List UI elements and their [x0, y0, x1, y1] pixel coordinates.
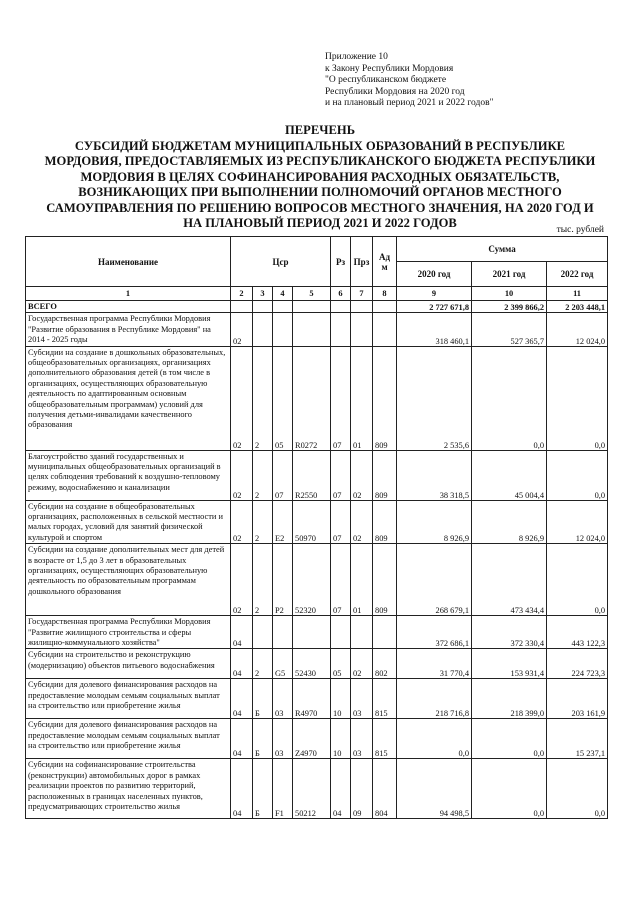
row-value-2021: 527 365,7 — [472, 313, 547, 346]
row-rz — [331, 313, 351, 346]
appendix-line: и на плановый период 2021 и 2022 годов" — [325, 98, 494, 108]
column-number: 11 — [547, 287, 608, 301]
row-adm: 809 — [373, 500, 397, 544]
column-number: 3 — [253, 287, 273, 301]
row-value-2021: 372 330,4 — [472, 616, 547, 649]
row-csr-subprogram: 2 — [253, 500, 273, 544]
row-rz: 07 — [331, 346, 351, 450]
row-adm: 804 — [373, 759, 397, 819]
row-rz: 10 — [331, 719, 351, 759]
column-number: 10 — [472, 287, 547, 301]
row-name: Субсидии на создание в общеобразовательных организациях, расположенных в сельской местности и малых городах, условий для занятий физической культурой и спортом — [26, 500, 231, 544]
row-value-2020: 38 318,5 — [397, 450, 472, 500]
table-row — [26, 759, 608, 819]
table-row — [26, 544, 608, 616]
total-2022: 2 203 448,1 — [547, 301, 608, 313]
column-number: 5 — [293, 287, 331, 301]
row-csr-subprogram: 2 — [253, 544, 273, 616]
row-value-2020: 372 686,1 — [397, 616, 472, 649]
header-rz: Рз — [331, 237, 351, 287]
header-prz: Прз — [351, 237, 373, 287]
row-csr-program: 02 — [231, 313, 253, 346]
total-2021: 2 399 866,2 — [472, 301, 547, 313]
units-label: тыс. рублей — [556, 225, 604, 235]
row-name: Субсидии для долевого финансирования расходов на предоставление молодым семьям социальных выплат на строительство или приобретение жилья — [26, 719, 231, 759]
row-name: Государственная программа Республики Мордовия "Развитие жилищного строительства и сферы жилищно-коммунального хозяйства" — [26, 616, 231, 649]
title-line: СУБСИДИЙ БЮДЖЕТАМ МУНИЦИПАЛЬНЫХ ОБРАЗОВАНИЙ В РЕСПУБЛИКЕ — [74, 138, 566, 153]
row-csr-program: 02 — [231, 346, 253, 450]
column-number: 6 — [331, 287, 351, 301]
row-csr-program: 04 — [231, 719, 253, 759]
row-prz: 09 — [351, 759, 373, 819]
row-csr-item: 05 — [273, 346, 293, 450]
subsidies-table — [25, 236, 608, 819]
row-value-2022: 203 161,9 — [547, 679, 608, 719]
row-rz: 07 — [331, 450, 351, 500]
table-row — [26, 346, 608, 450]
row-csr-code: R4970 — [293, 679, 331, 719]
row-csr-subprogram: Б — [253, 759, 273, 819]
row-prz: 01 — [351, 544, 373, 616]
row-name: Субсидии на создание дополнительных мест для детей в возрасте от 1,5 до 3 лет в образовательных организациях, осуществляющих образовательную деятельность по образовательным программам дошкольного образования — [26, 544, 231, 616]
row-csr-item: 03 — [273, 719, 293, 759]
row-value-2022: 0,0 — [547, 759, 608, 819]
row-name: Субсидии на строительство и реконструкцию (модернизацию) объектов питьевого водоснабжения — [26, 649, 231, 679]
row-name: Государственная программа Республики Мордовия "Развитие образования в Республике Мордовия" на 2014 - 2025 годы — [26, 313, 231, 346]
row-adm: 809 — [373, 346, 397, 450]
column-numbers-row — [26, 287, 608, 301]
row-value-2020: 31 770,4 — [397, 649, 472, 679]
row-csr-program: 02 — [231, 544, 253, 616]
row-adm — [373, 616, 397, 649]
row-prz: 02 — [351, 649, 373, 679]
row-value-2020: 218 716,8 — [397, 679, 472, 719]
row-prz: 03 — [351, 679, 373, 719]
row-csr-item: G5 — [273, 649, 293, 679]
title-line: САМОУПРАВЛЕНИЯ ПО РЕШЕНИЮ ВОПРОСОВ МЕСТНОГО ЗНАЧЕНИЯ, НА 2020 ГОД И — [46, 200, 594, 215]
row-value-2021: 0,0 — [472, 759, 547, 819]
column-number: 4 — [273, 287, 293, 301]
row-rz — [331, 616, 351, 649]
row-value-2020: 2 535,6 — [397, 346, 472, 450]
row-csr-code: R0272 — [293, 346, 331, 450]
row-value-2022: 12 024,0 — [547, 313, 608, 346]
row-value-2020: 94 498,5 — [397, 759, 472, 819]
row-csr-code — [293, 616, 331, 649]
row-name: Субсидии на создание в дошкольных образовательных, общеобразовательных организациях, организациях дополнительного образования детей (в том числе в организациях, осуществляющих образовательную деятельность по адаптированным основным общеобразовательным программам) условий для получения детьми-инвалидами качественного образования — [26, 346, 231, 450]
row-csr-item: P2 — [273, 544, 293, 616]
row-csr-code: R2550 — [293, 450, 331, 500]
row-adm: 802 — [373, 649, 397, 679]
row-csr-program: 04 — [231, 616, 253, 649]
row-csr-program: 02 — [231, 500, 253, 544]
row-value-2021: 0,0 — [472, 346, 547, 450]
row-csr-subprogram: 2 — [253, 450, 273, 500]
row-adm: 815 — [373, 679, 397, 719]
table-row — [26, 719, 608, 759]
row-value-2020: 8 926,9 — [397, 500, 472, 544]
row-value-2022: 224 723,3 — [547, 649, 608, 679]
title-line: МОРДОВИЯ, ПРЕДОСТАВЛЯЕМЫХ ИЗ РЕСПУБЛИКАНСКОГО БЮДЖЕТА РЕСПУБЛИКИ — [44, 154, 596, 168]
row-prz: 01 — [351, 346, 373, 450]
appendix-note — [325, 52, 493, 110]
row-csr-subprogram: Б — [253, 719, 273, 759]
column-number: 1 — [26, 287, 231, 301]
row-adm: 809 — [373, 450, 397, 500]
row-csr-program: 04 — [231, 649, 253, 679]
row-csr-code: Z4970 — [293, 719, 331, 759]
header-2022: 2022 год — [547, 262, 608, 287]
row-prz — [351, 616, 373, 649]
row-csr-code: 52430 — [293, 649, 331, 679]
table-row — [26, 500, 608, 544]
row-csr-item: E2 — [273, 500, 293, 544]
row-csr-code: 50970 — [293, 500, 331, 544]
row-prz: 02 — [351, 500, 373, 544]
row-csr-subprogram: 2 — [253, 649, 273, 679]
row-rz: 07 — [331, 544, 351, 616]
header-name: Наименование — [26, 237, 231, 287]
table-row — [26, 450, 608, 500]
row-value-2022: 443 122,3 — [547, 616, 608, 649]
row-csr-code: 52320 — [293, 544, 331, 616]
row-csr-subprogram: Б — [253, 679, 273, 719]
table-row — [26, 616, 608, 649]
table-row — [26, 679, 608, 719]
row-value-2021: 0,0 — [472, 719, 547, 759]
column-number: 8 — [373, 287, 397, 301]
row-csr-program: 04 — [231, 679, 253, 719]
header-2020: 2020 год — [397, 262, 472, 287]
row-csr-subprogram — [253, 313, 273, 346]
row-prz — [351, 313, 373, 346]
column-number: 7 — [351, 287, 373, 301]
row-csr-item — [273, 616, 293, 649]
column-number: 2 — [231, 287, 253, 301]
row-csr-item: F1 — [273, 759, 293, 819]
row-name: Субсидии для долевого финансирования расходов на предоставление молодым семьям социальных выплат на строительство или приобретение жилья — [26, 679, 231, 719]
total-2020: 2 727 671,8 — [397, 301, 472, 313]
document-title — [0, 123, 640, 232]
row-adm — [373, 313, 397, 346]
title-line: ПЕРЕЧЕНЬ — [284, 123, 356, 137]
row-csr-item: 07 — [273, 450, 293, 500]
row-csr-code — [293, 313, 331, 346]
row-value-2020: 0,0 — [397, 719, 472, 759]
row-name: Благоустройство зданий государственных и муниципальных общеобразовательных организаций в целях соблюдения требований к воздушно-тепловому режиму, водоснабжению и канализации — [26, 450, 231, 500]
row-csr-code: 50212 — [293, 759, 331, 819]
row-value-2021: 473 434,4 — [472, 544, 547, 616]
row-csr-subprogram: 2 — [253, 346, 273, 450]
header-sum: Сумма — [397, 237, 608, 262]
appendix-line: "О республиканском бюджете — [325, 75, 447, 85]
row-value-2022: 12 024,0 — [547, 500, 608, 544]
table-row — [26, 649, 608, 679]
row-prz: 03 — [351, 719, 373, 759]
row-adm: 815 — [373, 719, 397, 759]
row-csr-item — [273, 313, 293, 346]
title-line: МОРДОВИЯ В ЦЕЛЯХ СОФИНАНСИРОВАНИЯ РАСХОДНЫХ ОБЯЗАТЕЛЬСТВ, — [80, 169, 560, 184]
row-csr-program: 04 — [231, 759, 253, 819]
title-line: ВОЗНИКАЮЩИХ ПРИ ВЫПОЛНЕНИИ ПОЛНОМОЧИЙ ОРГАНОВ МЕСТНОГО — [78, 185, 562, 199]
row-value-2021: 8 926,9 — [472, 500, 547, 544]
row-value-2021: 45 004,4 — [472, 450, 547, 500]
row-rz: 05 — [331, 649, 351, 679]
appendix-line: к Закону Республики Мордовия — [325, 63, 454, 74]
appendix-line: Приложение 10 — [325, 52, 388, 62]
row-value-2022: 0,0 — [547, 544, 608, 616]
column-number: 9 — [397, 287, 472, 301]
row-value-2021: 153 931,4 — [472, 649, 547, 679]
header-adm: Ад м — [373, 237, 397, 287]
row-adm: 809 — [373, 544, 397, 616]
title-line: НА ПЛАНОВЫЙ ПЕРИОД 2021 И 2022 ГОДОВ — [183, 216, 457, 230]
total-row — [26, 301, 608, 313]
appendix-line: Республики Мордовия на 2020 год — [325, 86, 465, 97]
row-rz: 10 — [331, 679, 351, 719]
row-value-2021: 218 399,0 — [472, 679, 547, 719]
header-csr: Цср — [231, 237, 331, 287]
row-value-2022: 0,0 — [547, 346, 608, 450]
row-csr-subprogram — [253, 616, 273, 649]
row-value-2020: 268 679,1 — [397, 544, 472, 616]
row-prz: 02 — [351, 450, 373, 500]
total-label: ВСЕГО — [26, 301, 231, 313]
table-row — [26, 313, 608, 346]
row-value-2020: 318 460,1 — [397, 313, 472, 346]
row-rz: 04 — [331, 759, 351, 819]
row-name: Субсидии на софинансирование строительства (реконструкции) автомобильных дорог в рамках реализации проектов по развитию территорий, расположенных в границах населенных пунктов, предусматривающих строительство жилья — [26, 759, 231, 819]
row-value-2022: 0,0 — [547, 450, 608, 500]
row-csr-item: 03 — [273, 679, 293, 719]
row-csr-program: 02 — [231, 450, 253, 500]
row-value-2022: 15 237,1 — [547, 719, 608, 759]
row-rz: 07 — [331, 500, 351, 544]
header-2021: 2021 год — [472, 262, 547, 287]
